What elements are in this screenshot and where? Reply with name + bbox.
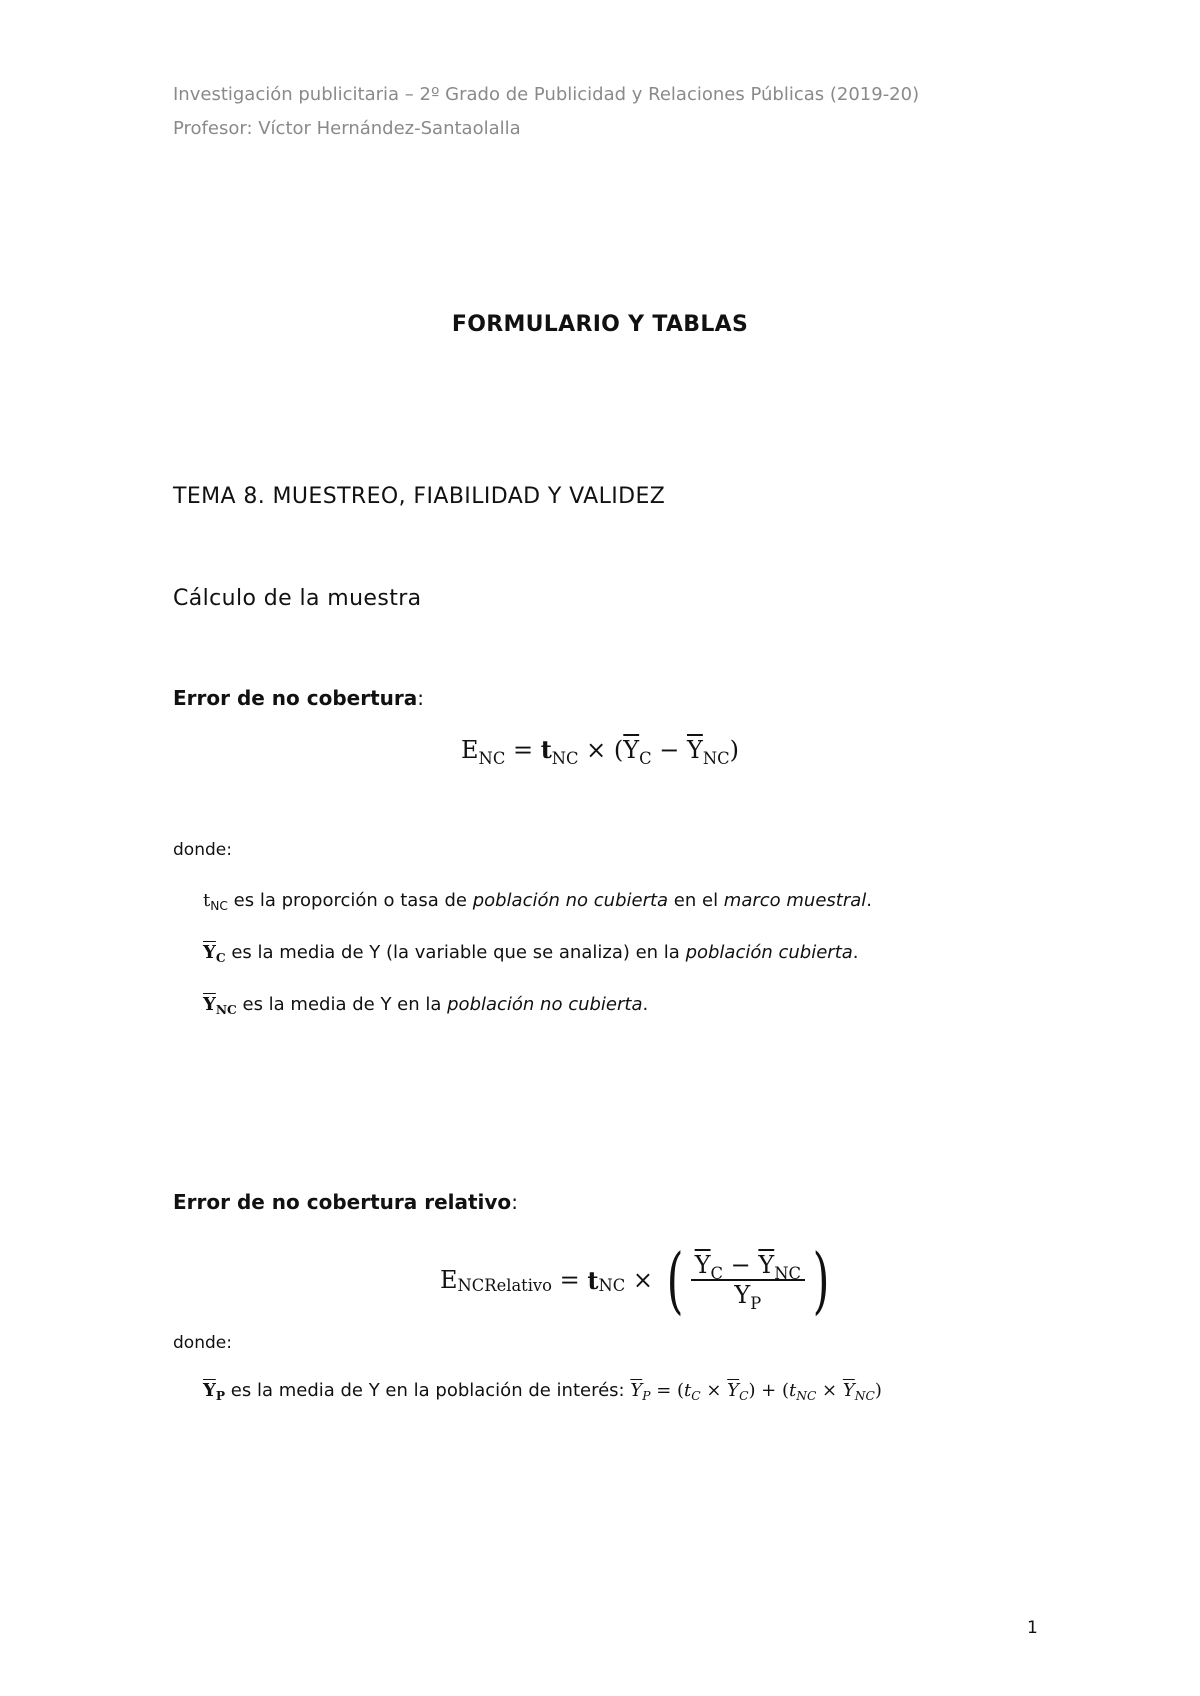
def-text: . (852, 942, 859, 963)
error-nc-rel-label (173, 1190, 518, 1214)
expr-ybar-nc: $\overline{Y}$ (842, 1380, 855, 1401)
expr-t-c: t (684, 1380, 692, 1401)
def-emphasis: población cubierta (685, 942, 853, 963)
error-nc-colon: : (417, 686, 424, 710)
formula-e: E (461, 736, 479, 764)
expr-t-nc-sub: NC (796, 1389, 817, 1404)
expr-times: × (816, 1380, 843, 1401)
expr-times: × (700, 1380, 728, 1401)
def-symbol: $\overline{Y}$ (203, 942, 216, 963)
expr-t-c-sub: C (691, 1389, 701, 1404)
formula-close-paren: ) (812, 1238, 830, 1322)
header-course-line: Investigación publicitaria – 2º Grado de Publicidad y Relaciones Públicas (2019-20) (173, 84, 920, 105)
formula-ybar-c-sub: C (639, 748, 652, 768)
def-symbol: $\overline{Y}$ (203, 1380, 216, 1401)
def-text: en el (668, 890, 724, 911)
formula-t-sub: NC (551, 748, 579, 768)
definition-ybar-nc (203, 994, 649, 1018)
def-symbol-sub: NC (215, 1003, 237, 1018)
header-professor-line: Profesor: Víctor Hernández-Santaolalla (173, 118, 521, 139)
subsection-heading: Cálculo de la muestra (173, 586, 422, 611)
donde-label-2: donde: (173, 1333, 232, 1353)
expr-ybar-nc-sub: NC (854, 1389, 875, 1404)
fraction-numerator (691, 1251, 805, 1281)
formula-open-paren: ( (666, 1238, 684, 1322)
num-ybar-nc-sub: NC (774, 1263, 801, 1283)
formula-minus: − (651, 736, 687, 764)
def-symbol-sub: P (215, 1389, 226, 1404)
page-number: 1 (1027, 1618, 1038, 1638)
formula-t-sub: NC (598, 1276, 626, 1296)
expr-close: ) (874, 1380, 882, 1401)
def-emphasis: población no cubierta (472, 890, 669, 911)
fraction-denominator (730, 1281, 765, 1313)
def-text: es la media de Y en la (236, 994, 448, 1015)
donde-label-1: donde: (173, 840, 232, 860)
num-minus: − (723, 1251, 759, 1279)
error-nc-formula (0, 735, 1200, 768)
def-text: es la media de Y (la variable que se analiza) en la (225, 942, 686, 963)
formula-ybar-nc-sub: NC (702, 748, 730, 768)
expr-ybar-p: $\overline{Y}$ (630, 1380, 643, 1401)
formula-eq: = (505, 736, 541, 764)
error-nc-rel-formula (440, 1240, 835, 1320)
formula-e-sub: NCRelativo (457, 1276, 552, 1296)
formula-t: t (540, 735, 552, 764)
def-symbol: $\overline{Y}$ (203, 994, 216, 1015)
formula-fraction (691, 1251, 805, 1313)
def-symbol: t (203, 890, 211, 911)
error-nc-rel-label-text: Error de no cobertura relativo (173, 1190, 512, 1214)
formula-t: t (587, 1265, 599, 1295)
ybar-p-expression (630, 1380, 882, 1404)
expr-ybar-c-sub: C (739, 1389, 749, 1404)
formula-e-sub: NC (478, 748, 506, 768)
error-nc-label-text: Error de no cobertura (173, 686, 418, 710)
formula-times: × (625, 1266, 661, 1294)
num-ybar-nc: $\overline{Y}$ (758, 1251, 775, 1279)
error-nc-rel-colon: : (511, 1190, 518, 1214)
den-ybar-p-sub: P (750, 1293, 762, 1313)
definition-ybar-p (203, 1380, 882, 1404)
def-text: . (866, 890, 873, 911)
def-symbol-sub: C (215, 951, 226, 966)
def-emphasis: marco muestral (723, 890, 867, 911)
num-ybar-c: $\overline{Y}$ (694, 1251, 711, 1279)
formula-close: ) (729, 736, 739, 764)
error-nc-label (173, 686, 424, 710)
def-emphasis: población no cubierta (447, 994, 643, 1015)
expr-t-nc: t (789, 1380, 797, 1401)
section-heading: TEMA 8. MUESTREO, FIABILIDAD Y VALIDEZ (173, 484, 666, 509)
expr-ybar-c: $\overline{Y}$ (727, 1380, 740, 1401)
expr-ybar-p-sub: P (642, 1389, 651, 1404)
def-text: es la media de Y en la población de interés: (225, 1380, 631, 1401)
expr-eq: = ( (650, 1380, 685, 1401)
page-title: FORMULARIO Y TABLAS (451, 312, 749, 337)
def-text: es la proporción o tasa de (227, 890, 473, 911)
formula-e: E (440, 1266, 458, 1294)
definition-ybar-c (203, 942, 859, 966)
formula-ybar-c: $\overline{Y}$ (623, 736, 640, 764)
definition-t-nc (203, 890, 873, 914)
def-symbol-sub: NC (210, 899, 228, 914)
formula-eq: = (551, 1266, 588, 1294)
formula-ybar-nc: $\overline{Y}$ (686, 736, 703, 764)
expr-plus: ) + ( (748, 1380, 790, 1401)
def-text: . (642, 994, 649, 1015)
formula-times: × ( (578, 736, 624, 764)
num-ybar-c-sub: C (710, 1263, 724, 1283)
den-ybar-p: $\overline{Y}$ (734, 1281, 751, 1309)
